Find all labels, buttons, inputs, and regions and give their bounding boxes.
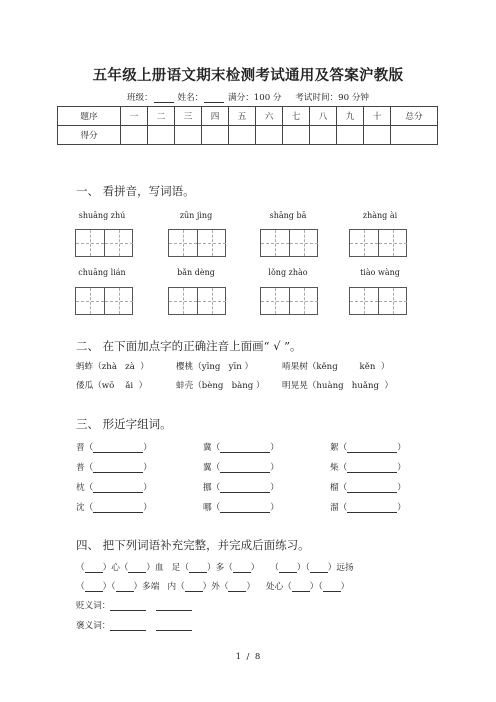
score-cell bbox=[229, 126, 256, 145]
answer-blank[interactable] bbox=[85, 563, 103, 573]
table-cell: 题序 bbox=[58, 107, 121, 126]
answer-blank[interactable] bbox=[220, 443, 270, 453]
table-cell: 四 bbox=[202, 107, 229, 126]
pronunciation-item: 明晃晃（huàng huǎng ） bbox=[282, 381, 394, 391]
answer-blank[interactable] bbox=[347, 463, 397, 473]
pronunciation-item: 倭瓜（wō ǎi ） bbox=[76, 381, 148, 391]
score-cell bbox=[175, 126, 202, 145]
table-cell: 三 bbox=[175, 107, 202, 126]
pinyin-label: bǎn dèng bbox=[177, 268, 215, 277]
answer-blank[interactable] bbox=[93, 503, 143, 513]
word-item: 絮（ ） bbox=[330, 443, 406, 453]
answer-blank[interactable] bbox=[220, 463, 270, 473]
derogatory-words-line: 贬义词： bbox=[76, 599, 202, 611]
writing-grid[interactable] bbox=[168, 287, 226, 315]
pinyin-label: tiào wàng bbox=[360, 268, 400, 277]
name-blank bbox=[204, 93, 224, 103]
answer-blank[interactable] bbox=[93, 463, 143, 473]
word-item: 挪（ ） bbox=[203, 483, 279, 493]
word-item: 溜（ ） bbox=[330, 503, 406, 513]
class-blank bbox=[154, 93, 174, 103]
writing-grid[interactable] bbox=[75, 287, 133, 315]
exam-info bbox=[0, 91, 496, 103]
answer-blank[interactable] bbox=[185, 582, 203, 592]
score-cell bbox=[364, 126, 391, 145]
score-table bbox=[57, 106, 438, 145]
exam-time-label: 考试时间：90 分钟 bbox=[295, 93, 370, 103]
table-cell: 十 bbox=[364, 107, 391, 126]
answer-blank[interactable] bbox=[93, 443, 143, 453]
writing-grid[interactable] bbox=[168, 229, 226, 257]
answer-blank[interactable] bbox=[189, 563, 207, 573]
writing-grid[interactable] bbox=[349, 229, 407, 257]
pronunciation-item: 蚂蚱（zhà zà ） bbox=[76, 362, 149, 372]
score-cell bbox=[310, 126, 337, 145]
pronunciation-item: 樱桃（yīng yīn ） bbox=[176, 362, 254, 372]
commendatory-words-line: 褒义词： bbox=[76, 619, 202, 631]
answer-blank[interactable] bbox=[233, 563, 251, 573]
score-cell bbox=[202, 126, 229, 145]
answer-blank[interactable] bbox=[128, 563, 146, 573]
section-3-title: 三、 形近字组词。 bbox=[76, 417, 172, 431]
table-cell: 六 bbox=[256, 107, 283, 126]
word-item: 枕（ ） bbox=[76, 483, 152, 493]
pinyin-label: lǒng zhào bbox=[268, 268, 308, 277]
answer-blank[interactable] bbox=[310, 563, 328, 573]
score-cell bbox=[391, 126, 438, 145]
score-cell bbox=[121, 126, 148, 145]
answer-blank[interactable] bbox=[347, 503, 397, 513]
table-cell: 七 bbox=[283, 107, 310, 126]
word-item: 翼（ ） bbox=[203, 463, 279, 473]
table-cell: 八 bbox=[310, 107, 337, 126]
table-cell: 总分 bbox=[391, 107, 438, 126]
score-table-score-row bbox=[58, 126, 438, 145]
table-cell: 二 bbox=[148, 107, 175, 126]
answer-blank[interactable] bbox=[156, 601, 192, 611]
answer-blank[interactable] bbox=[110, 601, 146, 611]
word-item: 哪（ ） bbox=[203, 503, 279, 513]
writing-grid[interactable] bbox=[260, 287, 318, 315]
answer-blank[interactable] bbox=[85, 582, 103, 592]
answer-blank[interactable] bbox=[292, 582, 310, 592]
pinyin-label: chuāng lián bbox=[78, 268, 126, 277]
pronunciation-item: 啃果树（kěng kěn ） bbox=[282, 362, 390, 372]
section-2-title: 二、 在下面加点字的正确注音上面画“ √ ”。 bbox=[76, 339, 302, 353]
writing-grid[interactable] bbox=[260, 229, 318, 257]
table-cell: 九 bbox=[337, 107, 364, 126]
full-score-label: 满分：100 分 bbox=[228, 93, 282, 103]
answer-blank[interactable] bbox=[228, 582, 246, 592]
score-cell bbox=[256, 126, 283, 145]
idiom-line-2: （ ）（ ）多端 内（ ）外（ ） 处心（ ）（ ） bbox=[76, 582, 350, 592]
score-cell bbox=[148, 126, 175, 145]
answer-blank[interactable] bbox=[220, 483, 270, 493]
answer-blank[interactable] bbox=[323, 582, 341, 592]
answer-blank[interactable] bbox=[116, 582, 134, 592]
word-item: 冀（ ） bbox=[203, 443, 279, 453]
pronunciation-item: 蚌壳（bèng bàng ） bbox=[176, 381, 265, 391]
answer-blank[interactable] bbox=[156, 621, 192, 631]
section-4-title: 四、 把下列词语补充完整，并完成后面练习。 bbox=[76, 538, 310, 552]
answer-blank[interactable] bbox=[347, 483, 397, 493]
pinyin-label: zūn jìng bbox=[179, 211, 213, 220]
table-cell: 得分 bbox=[58, 126, 121, 145]
writing-grid[interactable] bbox=[349, 287, 407, 315]
pinyin-label: shāng bā bbox=[269, 211, 307, 220]
idiom-line-1: （ ）心（ ）血 足（ ）多（ ） （ ）（ ）远扬 bbox=[76, 563, 354, 573]
page-number: 1 / 8 bbox=[235, 652, 261, 662]
score-cell bbox=[337, 126, 364, 145]
page-title: 五年级上册语文期末检测考试通用及答案沪教版 bbox=[92, 67, 404, 84]
answer-blank[interactable] bbox=[93, 483, 143, 493]
answer-blank[interactable] bbox=[279, 563, 297, 573]
table-cell: 五 bbox=[229, 107, 256, 126]
answer-blank[interactable] bbox=[220, 503, 270, 513]
answer-blank[interactable] bbox=[110, 621, 146, 631]
section-1-title: 一、 看拼音，写词语。 bbox=[76, 184, 195, 198]
score-table-header-row bbox=[58, 107, 438, 126]
pinyin-label: zhàng ài bbox=[362, 211, 398, 220]
pinyin-label: shuāng zhú bbox=[78, 211, 126, 220]
word-item: 沈（ ） bbox=[76, 503, 152, 513]
word-item: 晋（ ） bbox=[76, 443, 152, 453]
word-item: 普（ ） bbox=[76, 463, 152, 473]
score-cell bbox=[283, 126, 310, 145]
word-item: 柴（ ） bbox=[330, 463, 406, 473]
writing-grid[interactable] bbox=[75, 229, 133, 257]
name-label: 姓名： bbox=[177, 93, 204, 103]
table-cell: 一 bbox=[121, 107, 148, 126]
class-label: 班级： bbox=[126, 93, 153, 103]
word-item: 榴（ ） bbox=[330, 483, 406, 493]
answer-blank[interactable] bbox=[347, 443, 397, 453]
